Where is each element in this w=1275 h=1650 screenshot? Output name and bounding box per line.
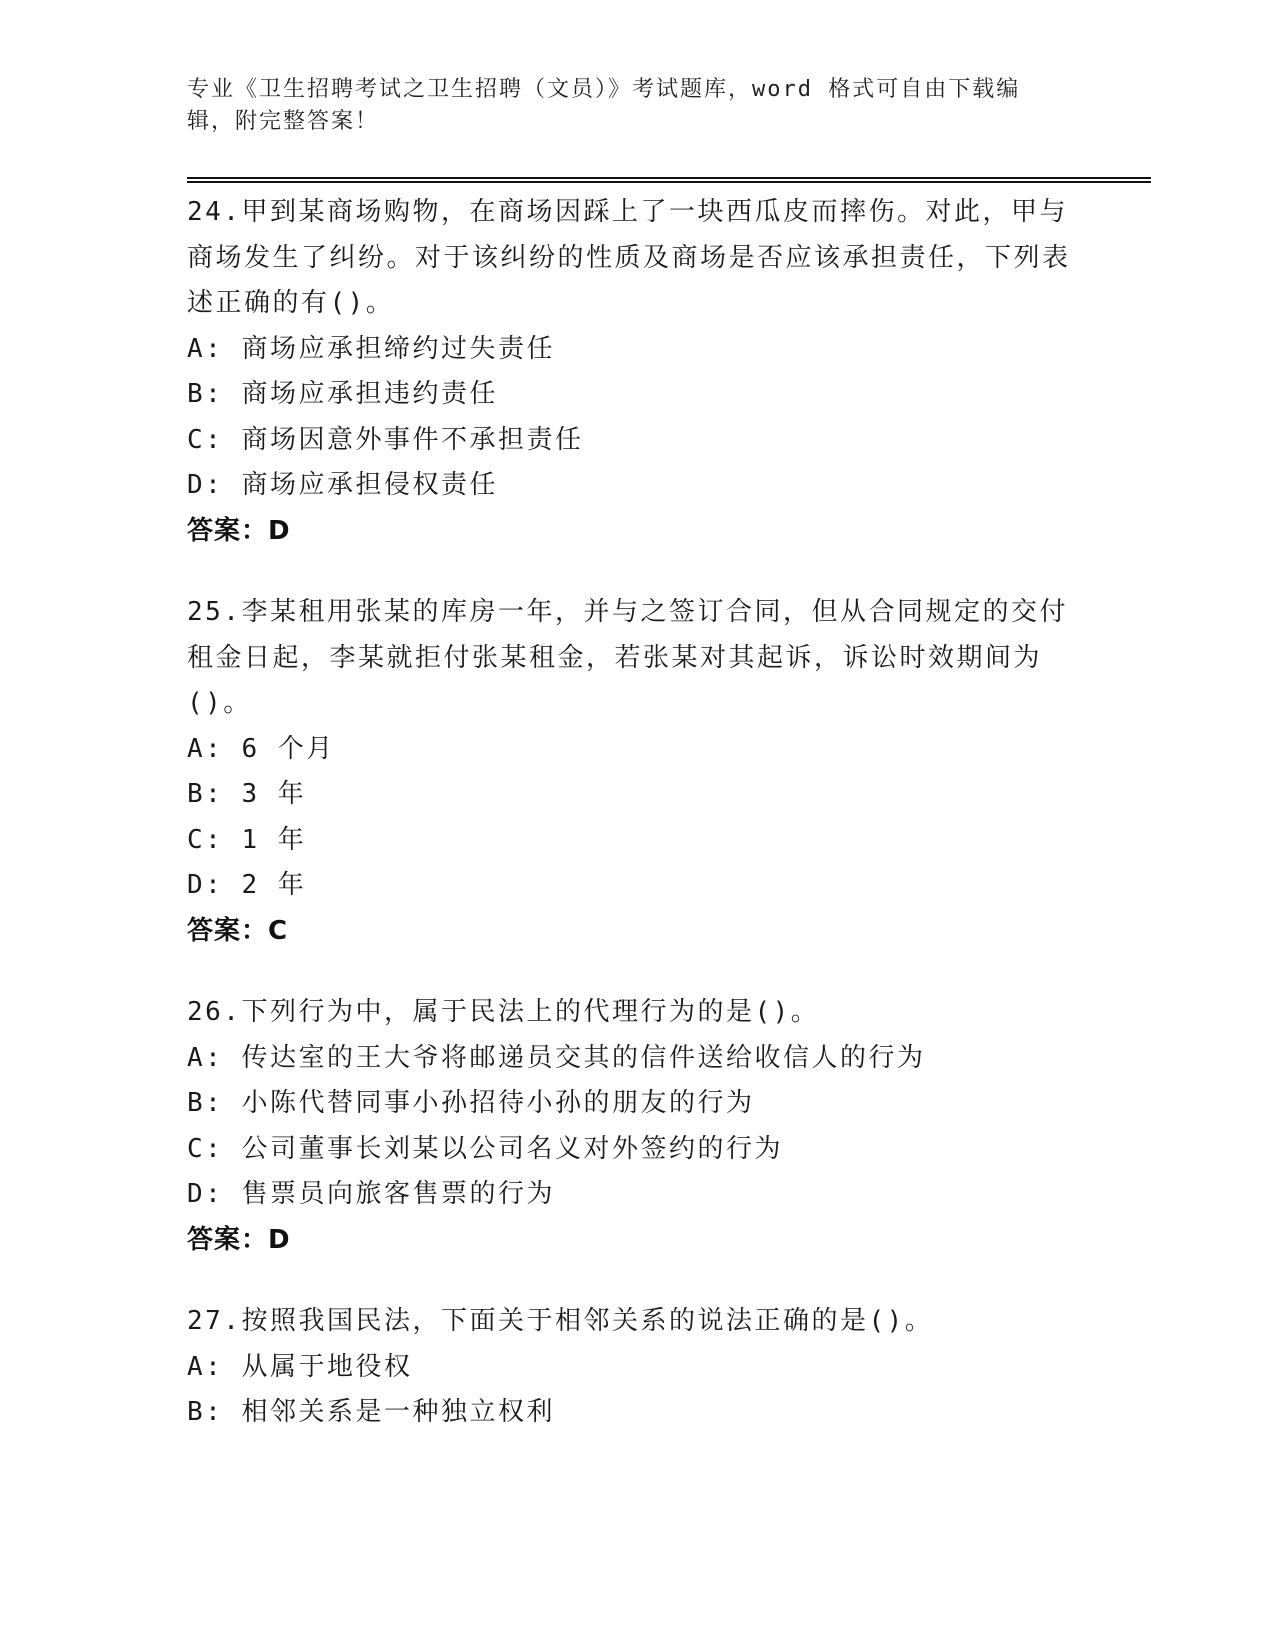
- option-b: B: 商场应承担违约责任: [187, 379, 498, 409]
- option-b: B: 3 年: [187, 779, 307, 809]
- option-d: D: 商场应承担侵权责任: [187, 470, 498, 500]
- option-c: C: 商场因意外事件不承担责任: [187, 424, 584, 455]
- question-list: [187, 190, 1087, 1472]
- page-header: 专业《卫生招聘考试之卫生招聘（文员）》考试题库，word 格式可自由下载编辑，附完整答案！: [187, 77, 1021, 134]
- answer: 答案：D: [187, 515, 291, 546]
- option-a: A: 传达室的王大爷将邮递员交其的信件送给收信人的行为: [187, 1042, 926, 1073]
- question-27: [187, 1299, 1087, 1436]
- answer: 答案：C: [187, 915, 289, 946]
- option-b: B: 相邻关系是一种独立权利: [187, 1397, 555, 1427]
- option-c: C: 1 年: [187, 824, 307, 855]
- option-a: A: 商场应承担缔约过失责任: [187, 333, 555, 364]
- question-25: [187, 590, 1087, 954]
- option-c: C: 公司董事长刘某以公司名义对外签约的行为: [187, 1133, 783, 1164]
- question-stem: 24.甲到某商场购物，在商场因踩上了一块西瓜皮而摔伤。对此，甲与商场发生了纠纷。对于该纠纷的性质及商场是否应该承担责任，下列表述正确的有()。: [187, 197, 1071, 318]
- question-stem: 25.李某租用张某的库房一年，并与之签订合同，但从合同规定的交付租金日起，李某就拒付张某租金，若张某对其起诉，诉讼时效期间为()。: [187, 597, 1068, 718]
- option-d: D: 售票员向旅客售票的行为: [187, 1179, 555, 1209]
- option-a: A: 从属于地役权: [187, 1351, 413, 1382]
- option-d: D: 2 年: [187, 870, 307, 900]
- option-b: B: 小陈代替同事小孙招待小孙的朋友的行为: [187, 1088, 755, 1118]
- option-a: A: 6 个月: [187, 733, 335, 764]
- answer: 答案：D: [187, 1224, 291, 1255]
- question-26: [187, 990, 1087, 1263]
- header-divider: [187, 177, 1151, 183]
- question-24: [187, 190, 1087, 554]
- question-stem: 27.按照我国民法，下面关于相邻关系的说法正确的是()。: [187, 1306, 934, 1336]
- question-stem: 26.下列行为中，属于民法上的代理行为的是()。: [187, 997, 820, 1027]
